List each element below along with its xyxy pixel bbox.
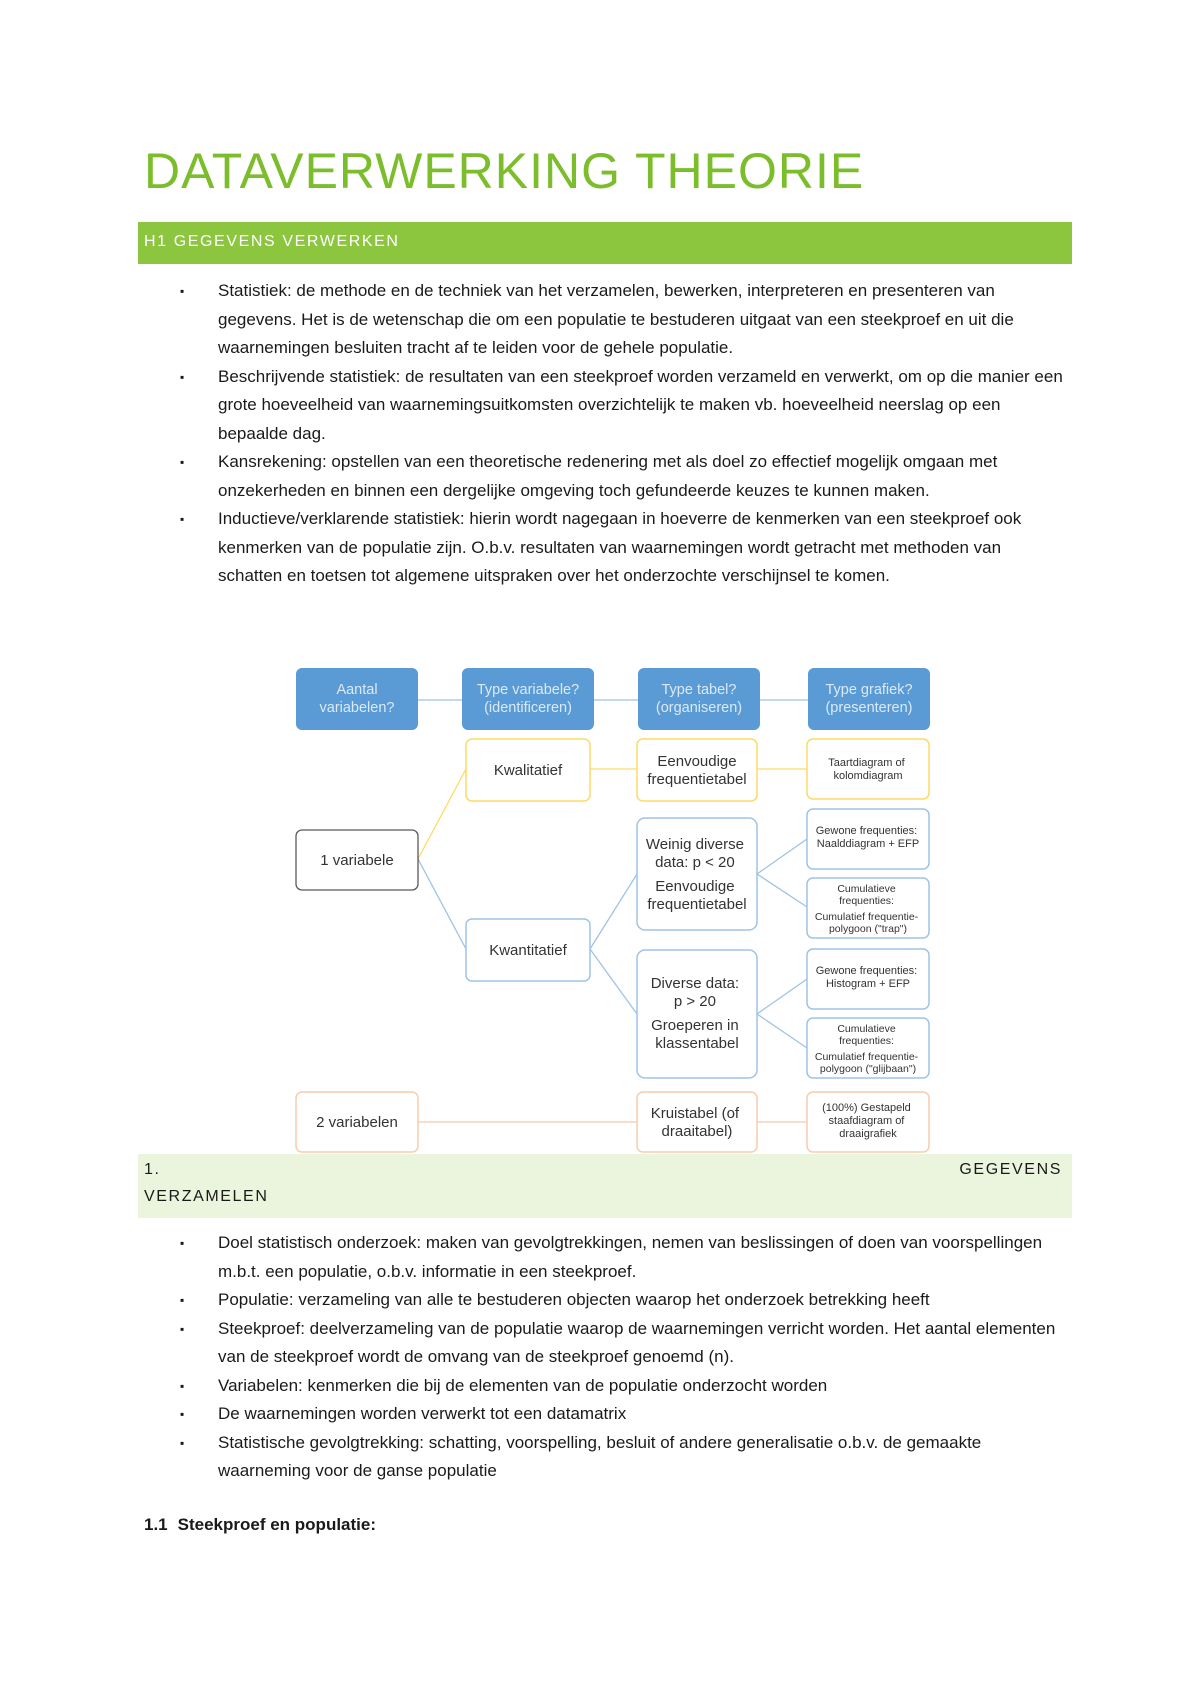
node-kwalitatief (466, 739, 590, 801)
node-cumulatief-trap (807, 878, 929, 938)
node-kwantitatief-label: Kwantitatief (489, 942, 567, 959)
node-cumulatief-trap-label: Cumulatieve frequenties: Cumulatief frequentie- polygoon ("trap") (814, 883, 919, 935)
node-histogram-label: Gewone frequenties: Histogram + EFP (815, 965, 918, 990)
section-1-bullet-list (178, 1229, 1068, 1486)
node-naalddiagram-label: Gewone frequenties: Naalddiagram + EFP (815, 825, 920, 850)
node-eenvoudige-frequentietabel (637, 739, 757, 801)
header-type-grafiek (808, 668, 930, 730)
bullet-beschrijvende-statistiek: ▪ Beschrijvende statistiek: de resultaten van een steekproef worden verzameld en verwerkt, om op die manier een grote hoeveelheid van waarnemingsuitkomsten overzichtelijk te maken vb. hoeveelheid neerslag op een bepaalde dag. (178, 363, 1068, 449)
bullet-steekproef: ▪ Steekproef: deelverzameling van de populatie waarop de waarnemingen verricht worden. Het aantal elementen van de steekproef wordt de omvang van de steekproef genoemd (n). (178, 1315, 1068, 1372)
header-type-tabel (638, 668, 760, 730)
node-diverse-data (637, 950, 757, 1078)
subheading-steekproef-populatie (144, 1515, 376, 1535)
heading-1-text: H1 GEGEVENS VERWERKEN (144, 233, 400, 250)
node-naalddiagram (807, 809, 929, 869)
header-type-grafiek-label: Type grafiek? (presenteren) (825, 682, 913, 716)
node-taartdiagram-label: Taartdiagram of kolomdiagram (828, 757, 905, 782)
node-eenvoudige-frequentietabel-label: Eenvoudige frequentietabel (647, 753, 747, 788)
heading-2-number: 1. (144, 1161, 161, 1178)
node-2-variabelen-label: 2 variabelen (316, 1114, 398, 1131)
subheading-number: 1.1 (144, 1515, 168, 1534)
header-aantal-variabelen (296, 668, 418, 730)
node-kwalitatief-label: Kwalitatief (493, 762, 563, 779)
header-type-variabele-label: Type variabele? (identificeren) (476, 682, 580, 716)
node-kruistabel-label: Kruistabel (of draaitabel) (650, 1105, 740, 1140)
header-type-variabele (462, 668, 594, 730)
subheading-text: Steekproef en populatie: (177, 1515, 377, 1534)
bullet-populatie: ▪ Populatie: verzameling van alle te bestuderen objecten waarop het onderzoek betrekking heeft (178, 1286, 1068, 1315)
node-weinig-diverse-data-label: Weinig diverse data: p < 20 Eenvoudige frequentietabel (645, 836, 747, 913)
bullet-gevolgtrekking: ▪ Statistische gevolgtrekking: schatting, voorspelling, besluit of andere generalisatie o.b.v. de gemaakte waarneming voor de ganse populatie (178, 1429, 1068, 1486)
heading-2-word-gegevens: GEGEVENS (959, 1161, 1062, 1178)
node-cumulatief-glijbaan (807, 1018, 929, 1078)
bullet-doel-onderzoek: ▪ Doel statistisch onderzoek: maken van gevolgtrekkingen, nemen van beslissingen of doen van voorspellingen m.b.t. een populatie, o.b.v. informatie in een steekproef. (178, 1229, 1068, 1286)
bullet-datamatrix: ▪ De waarnemingen worden verwerkt tot een datamatrix (178, 1400, 1068, 1429)
header-type-tabel-label: Type tabel? (organiseren) (655, 682, 743, 716)
node-gestapeld-staafdiagram-label: (100%) Gestapeld staafdiagram of draaigrafiek (822, 1102, 911, 1140)
document-title: DATAVERWERKING THEORIE (144, 143, 865, 199)
node-weinig-diverse-data (637, 818, 757, 930)
bullet-inductieve-statistiek: ▪ Inductieve/verklarende statistiek: hierin wordt nagegaan in hoeverre de kenmerken van een steekproef ook kenmerken van de populatie zijn. O.b.v. resultaten van waarnemingen wordt getracht met methoden van schatten en toetsen tot algemene uitspraken over het onderzochte verschijnsel te komen. (178, 505, 1068, 591)
heading-2-bar (138, 1154, 1072, 1218)
heading-2-word-verzamelen: VERZAMELEN (144, 1188, 269, 1205)
node-2-variabelen (296, 1092, 418, 1152)
bullet-kansrekening: ▪ Kansrekening: opstellen van een theoretische redenering met als doel zo effectief mogelijk omgaan met onzekerheden en binnen een dergelijke omgeving toch gefundeerde keuzes te kunnen maken. (178, 448, 1068, 505)
node-kwantitatief (466, 919, 590, 981)
node-histogram (807, 949, 929, 1009)
node-taartdiagram (807, 739, 929, 799)
node-cumulatief-glijbaan-label: Cumulatieve frequenties: Cumulatief frequentie- polygoon ("glijbaan") (814, 1023, 919, 1075)
node-1-variabele (296, 830, 418, 890)
node-kruistabel (637, 1092, 757, 1152)
header-aantal-variabelen-label: Aantal variabelen? (319, 682, 395, 716)
node-1-variabele-label: 1 variabele (320, 852, 394, 869)
node-diverse-data-label: Diverse data: p > 20 Groeperen in klassentabel (650, 975, 740, 1052)
bullet-statistiek: ▪ Statistiek: de methode en de techniek van het verzamelen, bewerken, interpreteren en presenteren van gegevens. Het is de wetenschap die om een populatie te bestuderen uitgaat van een steekproef en uit die waarnemingen besluiten tracht af te leiden voor de gehele populatie. (178, 277, 1068, 363)
node-gestapeld-staafdiagram (807, 1092, 929, 1152)
bullet-variabelen: ▪ Variabelen: kenmerken die bij de elementen van de populatie onderzocht worden (178, 1372, 1068, 1401)
